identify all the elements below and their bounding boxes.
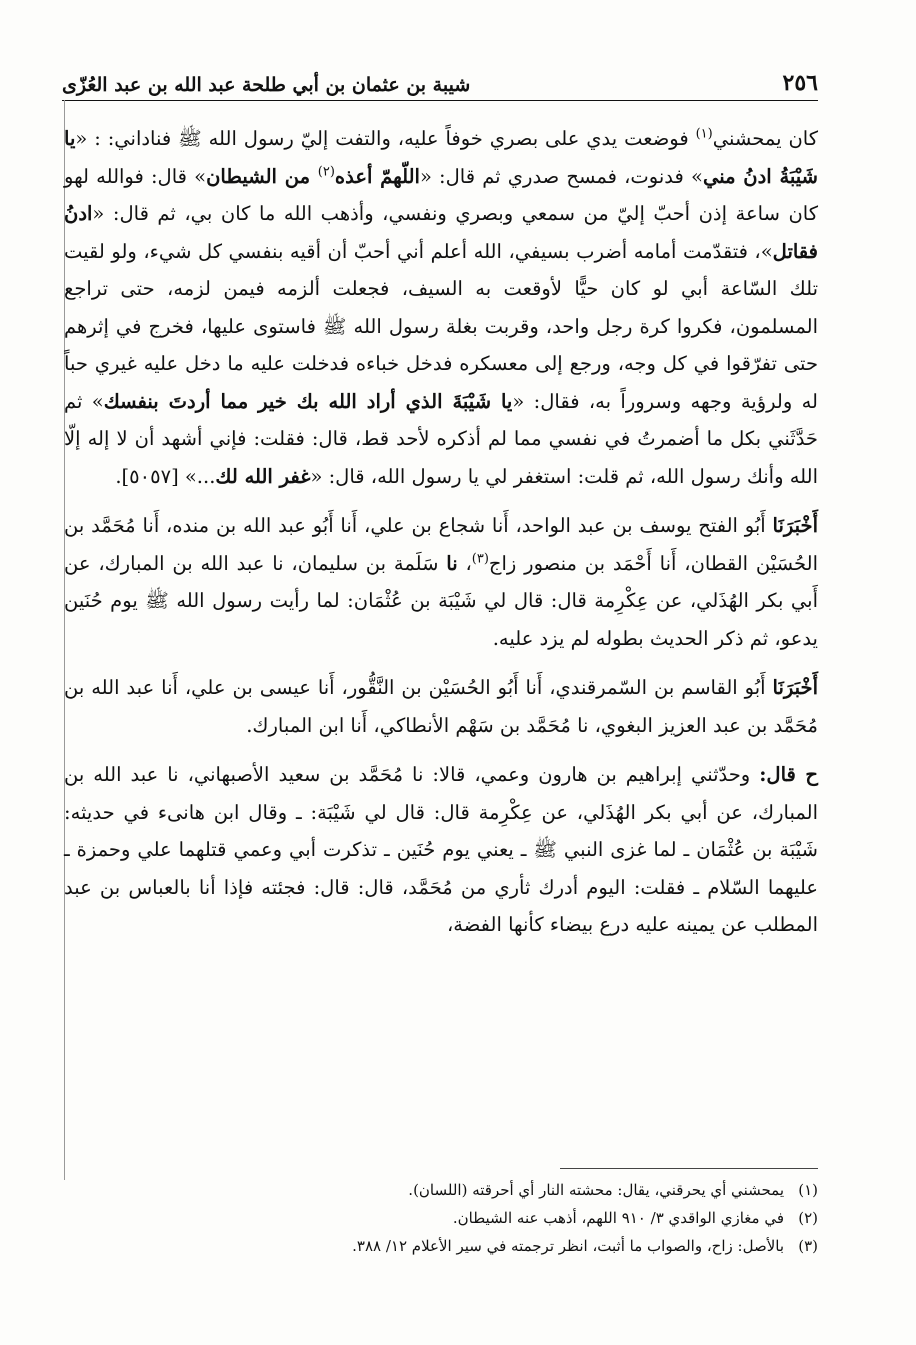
quote-bold: يا شَيْبَةُ ادنُ مني (64, 127, 819, 188)
text-segment: سَلَمة بن سليمان، نا عبد الله بن المبارك، عن أَبي بكر الهُذَلي، عن عِكْرِمة قال: قال لي شَيْبَة بن عُثْمَان: لما رأيت رسول الله ﷺ يوم حُنَين يدعو، ثم ذكر الحديث بطوله لم يزد عليه. (64, 551, 818, 650)
na-keyword: نا (446, 551, 458, 575)
akhbarana-keyword: أَخْبَرَنَا (772, 676, 818, 699)
text-segment: كان يمحشني (712, 127, 818, 150)
paragraph-4 (64, 756, 818, 944)
akhbarana-keyword: أَخْبَرَنَا (772, 514, 818, 537)
quote-bold: ادنُ فقاتل (64, 202, 818, 263)
footnote-rule (560, 1168, 818, 1169)
footnote-ref-1: (١) (695, 126, 713, 142)
footnote-ref-2: (٢) (317, 164, 335, 179)
footnote-1 (64, 1176, 818, 1204)
quote-bold: من الشيطان (206, 164, 318, 188)
ha-qala-keyword: ح قال: (759, 763, 818, 786)
footnote-text: في مغازي الواقدي ٣/ ٩١٠ اللهم، أذهب عنه الشيطان. (452, 1209, 784, 1227)
paragraph-3 (64, 669, 818, 744)
text-segment: ، (457, 551, 472, 575)
text-segment: أَبُو الفتح يوسف بن عبد الواحد، أَنا شجاع بن علي، أَنا أَبُو عبد الله بن منده، أَنا مُحَمَّد بن الحُسَيْن القطان، أَنا أَحْمَد بن منصور زاج (64, 514, 818, 575)
text-segment: » ثم حَدَّثَني بكل ما أضمرتُ في نفسي مما لم أذكره لأحد قط، قال: فقلت: فإني أشهد أن لا إله إلّا الله وأنك رسول الله، ثم قلت: استغفر لي يا رسول الله، قال: « (64, 389, 818, 488)
footnote-3 (64, 1232, 818, 1260)
footnote-number: (٣) (798, 1237, 818, 1255)
header-rule (62, 100, 818, 101)
text-segment: »، فتقدّمت أمامه أضرب بسيفي، الله أعلم أني أحبّ أن أقيه بنفسي كل شيء، ولو لقيت تلك السّاعة أبي لو كان حيًّا لأوقعت به السيف، فجعلت ألزمه فيمن لزمه، حتى تراجع المسلمون، فكروا كرة رجل واحد، وقربت بغلة رسول الله ﷺ فاستوى عليها، فخرج في إثرهم حتى تفرّقوا في كل وجه، ورجع إلى معسكره فدخل خباءه فدخلت عليه ما دخل عليه غيري حباً له ولرؤية وجهه وسروراً به، فقال: « (64, 239, 818, 413)
text-segment: » فدنوت، فمسح صدري ثم قال: « (419, 164, 703, 188)
text-segment: ...» [٥٠٥٧]. (115, 464, 216, 488)
quote-bold: يا شَيْبَةَ الذي أراد الله بك خير مما أردتَ بنفسك (103, 389, 513, 413)
footnote-text: يمحشني أي يحرقني، يقال: محشته النار أي أحرقته (اللسان). (408, 1181, 784, 1199)
quote-bold: اللّهمّ أعذه (334, 164, 420, 188)
footnote-text: بالأصل: زاح، والصواب ما أثبت، انظر ترجمته في سير الأعلام ١٢/ ٣٨٨. (352, 1237, 784, 1255)
text-segment: » قال: فوالله لهو كان ساعة إذن أحبّ إليّ من سمعي وبصري ونفسي، وأذهب الله ما كان بي، ثم قال: « (64, 164, 818, 225)
footnote-2 (64, 1204, 818, 1232)
footnotes (64, 1176, 818, 1260)
footnote-number: (١) (798, 1181, 818, 1199)
text-segment: فوضعت يدي على بصري خوفاً عليه، والتفت إليّ رسول الله ﷺ فناداني: : « (75, 127, 696, 150)
running-title: شيبة بن عثمان بن أبي طلحة عبد الله بن عبد العُزّى (62, 74, 471, 96)
quote-bold: غفر الله لك (215, 464, 311, 488)
paragraph-1 (64, 120, 818, 495)
page-number: ٢٥٦ (782, 70, 818, 96)
footnote-ref-3: (٣) (471, 551, 489, 566)
paragraph-2 (64, 507, 818, 657)
main-text (64, 120, 818, 956)
text-segment: أَبُو القاسم بن السّمرقندي، أَنا أَبُو الحُسَيْن بن النَّقُّور، أَنا عيسى بن علي، أَنا عبد الله بن مُحَمَّد بن عبد العزيز البغوي، نا مُحَمَّد بن سَهْم الأنطاكي، أَنا ابن المبارك. (64, 676, 818, 737)
text-segment: وحدّثني إبراهيم بن هارون وعمي، قالا: نا مُحَمَّد بن سعيد الأصبهاني، نا عبد الله بن المبارك، عن أبي بكر الهُذَلي، عن عِكْرِمة قال: قال لي شَيْبَة: ـ وقال ابن هانىء في حديثه: شَيْبَة بن عُثْمَان ـ لما غزى النبي ﷺ ـ يعني يوم حُنَين ـ تذكرت أبي وعمي قتلهما علي وحمزة ـ عليهما السّلام ـ فقلت: اليوم أدرك ثأري من مُحَمَّد، قال: قال: فجئته فإذا أنا بالعباس بن عبد المطلب عن يمينه عليه درع بيضاء كأنها الفضة، (64, 763, 818, 936)
page-header (62, 58, 818, 96)
footnote-number: (٢) (798, 1209, 818, 1227)
